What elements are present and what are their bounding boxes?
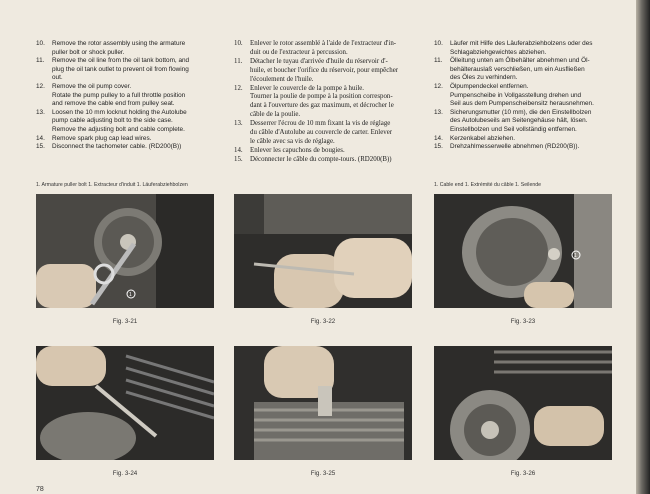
step-number: 10. [36, 40, 45, 47]
step-number: 11. [234, 57, 243, 65]
fig-label-3-26: Fig. 3-26 [510, 470, 536, 477]
callout-1: 1 [129, 292, 132, 298]
step-text: Kerzenkabel abziehen. [450, 134, 516, 142]
step-en-12 [36, 83, 218, 109]
step-number: 11. [434, 57, 443, 65]
fig-label-3-22: Fig. 3-22 [310, 318, 336, 325]
book-binding [636, 0, 650, 494]
fig-label-3-25: Fig. 3-25 [310, 470, 336, 477]
step-text: Déconnecter le câble du compte-tours. (RD200(B)) [250, 155, 392, 163]
fig-label-3-23: Fig. 3-23 [510, 318, 536, 325]
step-number: 11. [36, 57, 45, 65]
step-text: Ölpumpendeckel entfernen. Pumpenscheibe in Vollgasstellung drehen und Seil aus dem Pumpenscheibensitz herausnehmen. [450, 82, 594, 108]
step-number: 10. [434, 40, 443, 47]
step-text: Desserrer l'écrou de 10 mm fixant la vis de réglage du câble d'Autolube au couvercle de carter. Enlever le câble avec sa vis de réglage. [250, 120, 393, 145]
caption-armature-puller: 1. Armature puller bolt 1. Extracteur d'induit 1. Läuferabziehbolzen [36, 182, 188, 188]
step-de-14 [434, 135, 612, 144]
step-number: 13. [36, 108, 45, 116]
step-fr-10 [234, 40, 418, 58]
step-number: 14. [36, 134, 45, 142]
photo-fig-3-26 [434, 346, 612, 460]
page-number: 78 [36, 486, 44, 493]
step-fr-14 [234, 147, 418, 156]
step-text: Enlever le couvercle de la pompe à huile. Tourner la poulie de pompe à la position correspon- dant à l'ouverture des gaz maximum, et décrocher le câble de la poulie. [250, 84, 394, 119]
step-text: Remove the rotor assembly using the armature puller bolt or shock puller. [52, 40, 186, 56]
step-en-14 [36, 135, 218, 144]
english-column [36, 40, 218, 152]
step-de-10 [434, 40, 612, 57]
step-text: Loosen the 10 mm locknut holding the Autolube pump cable adjusting bolt to the side case. Remove the adjusting bolt and cable complete. [52, 108, 187, 133]
step-text: Remove the oil line from the oil tank bottom, and plug the oil tank outlet to prevent oil from flowing out. [52, 57, 190, 82]
spark-plug-photo [234, 346, 412, 460]
step-text: Détacher le tuyau d'arrivée d'huile du réservoir d'- huile, et boucher l'orifice du réservoir, pour empêcher l'écoulement de l'huile. [250, 57, 399, 83]
step-number: 12. [434, 82, 443, 90]
step-number: 14. [234, 146, 243, 154]
step-en-15 [36, 143, 218, 152]
step-fr-12 [234, 85, 418, 121]
step-en-13 [36, 109, 218, 135]
step-number: 13. [434, 108, 443, 116]
callout-1: 1 [574, 253, 577, 259]
step-number: 12. [234, 84, 243, 92]
oil-pump-cable-photo [434, 194, 612, 308]
step-number: 15. [234, 155, 243, 163]
step-en-10 [36, 40, 218, 57]
step-de-13 [434, 109, 612, 135]
step-de-11 [434, 57, 612, 83]
german-column [434, 40, 612, 152]
step-en-11 [36, 57, 218, 83]
step-fr-11 [234, 58, 418, 85]
step-text: Remove spark plug cap lead wires. [52, 134, 152, 142]
step-text: Enlever le rotor assemblé à l'aide de l'extracteur d'in- duit ou de l'extracteur à percussion. [250, 40, 397, 56]
photo-fig-3-21 [36, 194, 214, 308]
step-number: 15. [434, 143, 443, 151]
photo-fig-3-22 [234, 194, 412, 308]
step-text: Disconnect the tachometer cable. (RD200(B)) [52, 143, 182, 151]
fig-label-3-24: Fig. 3-24 [112, 470, 138, 477]
fig-label-3-21: Fig. 3-21 [112, 318, 138, 325]
step-number: 10. [234, 40, 243, 47]
step-number: 15. [36, 143, 45, 151]
tachometer-cable-photo [434, 346, 612, 460]
step-text: Remove the oil pump cover. Rotate the pump pulley to a full throttle position and remove the cable end from pulley seat. [52, 82, 186, 108]
step-text: Ölleitung unten am Ölbehälter abnehmen und Öl- behälterauslaß verschließen, um ein Ausfließen des Öles zu verhindern. [450, 57, 590, 82]
step-fr-13 [234, 120, 418, 147]
oil-line-photo [234, 194, 412, 308]
step-number: 12. [36, 82, 45, 90]
step-text: Drehzahlmesserwelle abnehmen (RD200(B)). [450, 143, 580, 151]
step-de-15 [434, 143, 612, 152]
rotor-removal-photo [36, 194, 214, 308]
step-text: Läufer mit Hilfe des Läuferabziehbolzens oder des Schlagabziehgewichtes abziehen. [450, 40, 593, 56]
photo-fig-3-25 [234, 346, 412, 460]
photo-fig-3-24 [36, 346, 214, 460]
french-column [234, 40, 418, 165]
step-de-12 [434, 83, 612, 109]
cable-adjuster-photo [36, 346, 214, 460]
photo-fig-3-23 [434, 194, 612, 308]
step-number: 13. [234, 120, 243, 128]
step-text: Enlever les capuchons de bougies. [250, 146, 345, 154]
caption-cable-end: 1. Cable end 1. Extrémité du câble 1. Seilende [434, 182, 541, 188]
step-number: 14. [434, 134, 443, 142]
step-fr-15 [234, 156, 418, 165]
step-text: Sicherungsmutter (10 mm), die den Einstellbolzen des Autolubeseils am Seitengehäuse hält, lösen. Einstellbolzen und Seil vollständig entfernen. [450, 108, 592, 133]
